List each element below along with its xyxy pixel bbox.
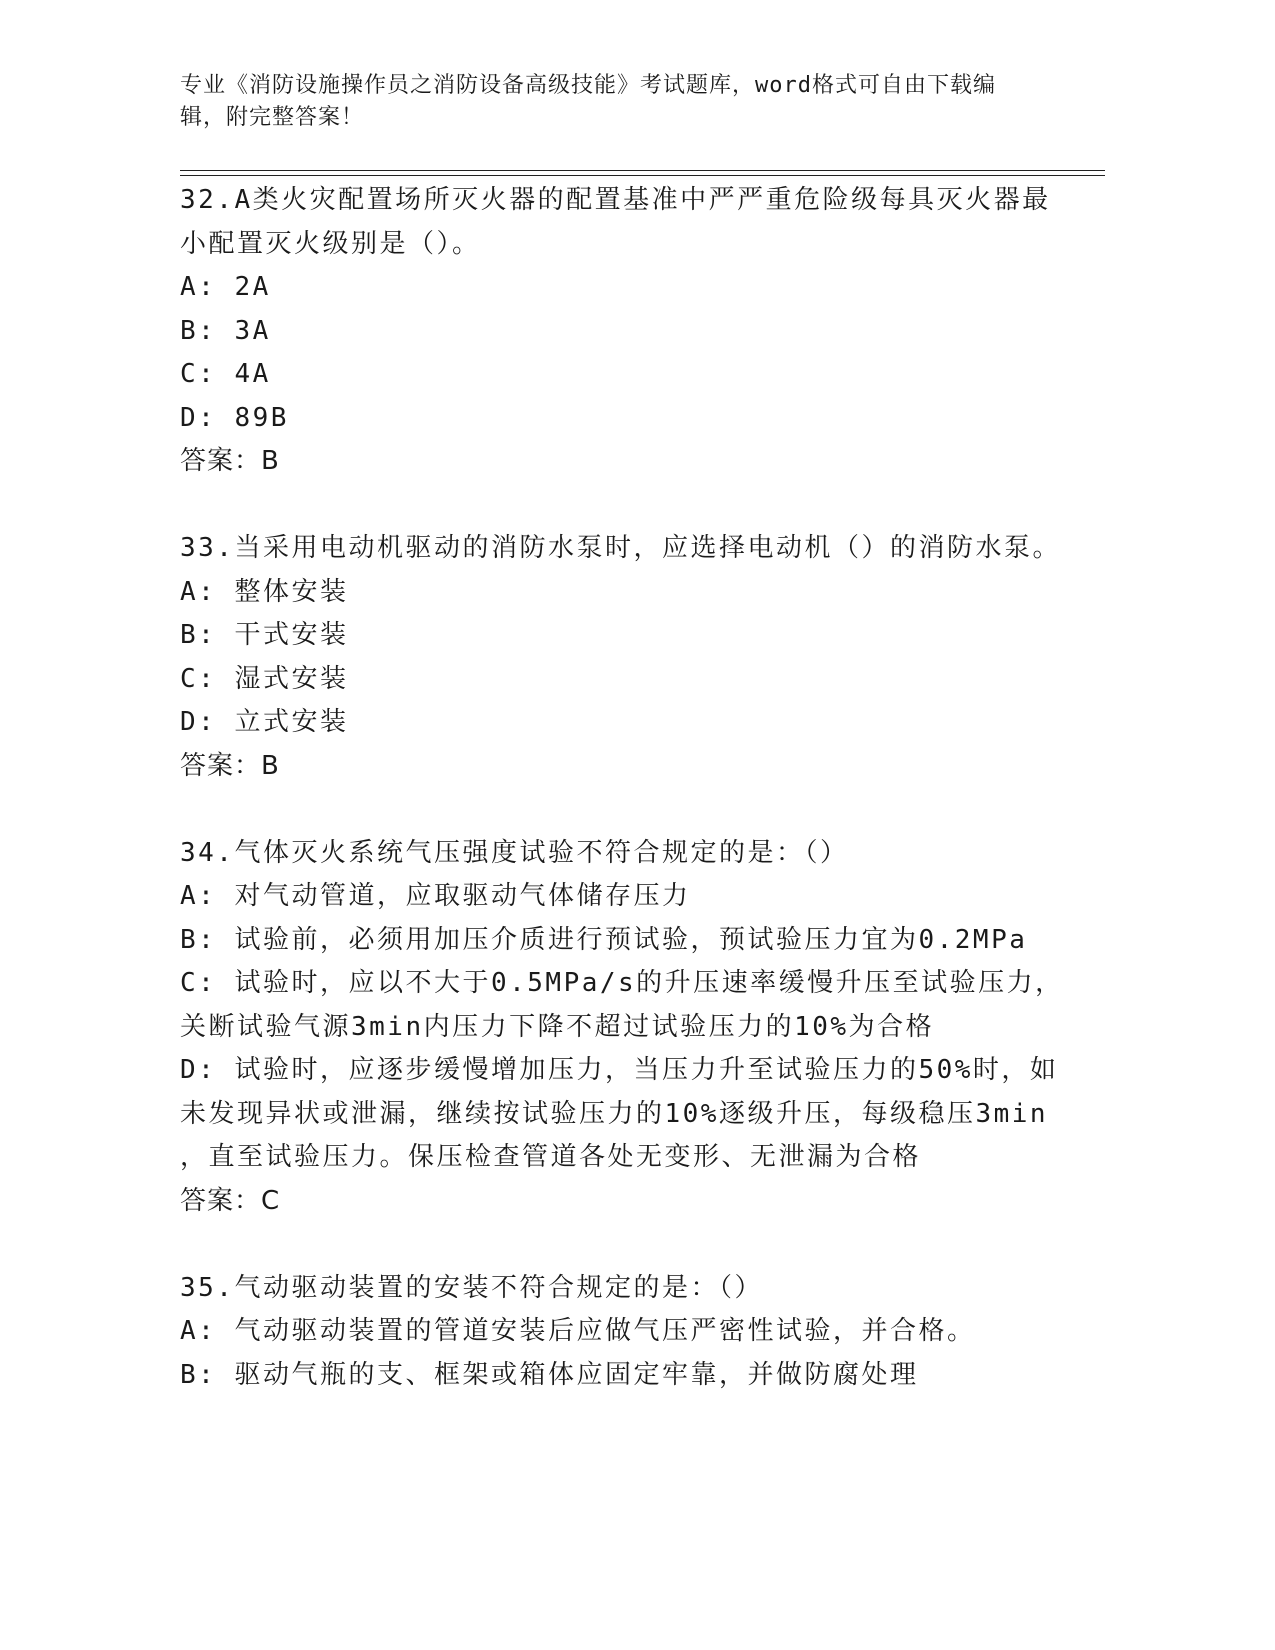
option-c: C: 湿式安装 — [180, 663, 349, 694]
option-d: D: 立式安装 — [180, 707, 349, 737]
question-list — [180, 179, 1064, 1397]
header-line: 专业《消防设施操作员之消防设备高级技能》考试题库，word格式可自由下载编 — [180, 73, 996, 98]
option-c-continued: 关断试验气源3min内压力下降不超过试验压力的10%为合格 — [180, 1011, 935, 1042]
header-line: 辑，附完整答案！ — [180, 105, 365, 130]
option-d: D: 试验时，应逐步缓慢增加压力，当压力升至试验压力的50%时，如 — [180, 1055, 1059, 1085]
option-b: B: 试验前，必须用加压介质进行预试验，预试验压力宜为0.2MPa — [180, 924, 1028, 955]
option-a: A: 对气动管道，应取驱动气体储存压力 — [180, 881, 691, 911]
option-a: A: 2A — [180, 272, 271, 302]
question-stem: 32.A类火灾配置场所灭火器的配置基准中严严重危险级每具灭火器最 — [180, 185, 1051, 215]
question-stem: 33.当采用电动机驱动的消防水泵时，应选择电动机（）的消防水泵。 — [180, 533, 1061, 563]
answer: 答案：B — [180, 446, 280, 476]
question-stem: 35.气动驱动装置的安装不符合规定的是：（） — [180, 1272, 763, 1303]
question-35 — [180, 1267, 1050, 1398]
answer: 答案：B — [180, 750, 280, 781]
spacer — [180, 1223, 1050, 1267]
question-stem: 34.气体灭火系统气压强度试验不符合规定的是：（） — [180, 837, 849, 868]
spacer — [180, 484, 1050, 528]
option-b: B: 干式安装 — [180, 620, 349, 650]
document-header — [180, 70, 1040, 134]
option-a: A: 气动驱动装置的管道安装后应做气压严密性试验，并合格。 — [180, 1316, 976, 1346]
spacer — [180, 788, 1050, 832]
option-d-continued: ，直至试验压力。保压检查管道各处无变形、无泄漏为合格 — [180, 1142, 922, 1172]
question-33 — [180, 527, 1061, 788]
option-a: A: 整体安装 — [180, 576, 349, 607]
option-c: C: 4A — [180, 359, 271, 389]
question-34 — [180, 832, 1064, 1224]
option-b: B: 驱动气瓶的支、框架或箱体应固定牢靠，并做防腐处理 — [180, 1359, 919, 1390]
option-d-continued: 未发现异状或泄漏，继续按试验压力的10%逐级升压，每级稳压3min — [180, 1098, 1049, 1129]
question-32 — [180, 179, 1050, 484]
question-stem: 小配置灭火级别是（）。 — [180, 228, 481, 259]
header-divider — [180, 175, 1105, 176]
option-b: B: 3A — [180, 315, 271, 346]
answer: 答案：C — [180, 1185, 281, 1216]
option-d: D: 89B — [180, 402, 289, 433]
header-divider — [180, 170, 1105, 171]
option-c: C: 试验时，应以不大于0.5MPa/s的升压速率缓慢升压至试验压力， — [180, 968, 1064, 998]
